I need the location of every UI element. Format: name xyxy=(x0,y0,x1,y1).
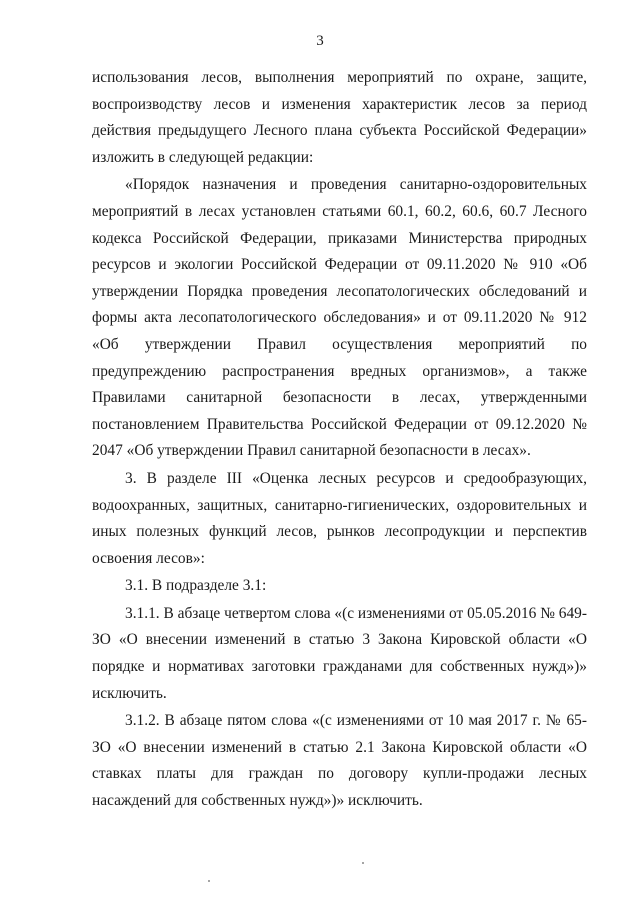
scan-speck xyxy=(208,880,210,882)
paragraph-item-3-1-2: 3.1.2. В абзаце пятом слова «(с изменениями от 10 мая 2017 г. № 65-ЗО «О внесении изменений в статью 2.1 Закона Кировской области «О ставках платы для граждан по договору купли-продажи лесных насаждений для собственных нужд»)» исключить. xyxy=(92,712,587,810)
document-body xyxy=(92,65,587,815)
page-number: 3 xyxy=(316,33,324,49)
paragraph-sanitary-order: «Порядок назначения и проведения санитарно-оздоровительных мероприятий в лесах установлен статьями 60.1, 60.2, 60.6, 60.7 Лесного кодекса Российской Федерации, приказами Министерства природных ресурсов и экологии Российской Федерации от 09.11.2020 № 910 «Об утверждении Порядка проведения лесопатологических обследований и формы акта лесопатологического обследования» и от 09.11.2020 № 912 «Об утверждении Правил осуществления мероприятий по предупреждению распространения вредных организмов», а также Правилами санитарной безопасности в лесах, утвержденными постановлением Правительства Российской Федерации от 09.12.2020 № 2047 «Об утверждении Правил санитарной безопасности в лесах». xyxy=(92,176,587,460)
paragraph-item-3-1-1: 3.1.1. В абзаце четвертом слова «(с изменениями от 05.05.2016 № 649-ЗО «О внесении изменений в статью 3 Закона Кировской области «О порядке и нормативах заготовки гражданами для собственных нужд»)» исключить. xyxy=(92,604,587,702)
paragraph-section-3: 3. В разделе III «Оценка лесных ресурсов и средообразующих, водоохранных, защитных, санитарно-гигиенических, оздоровительных и иных полезных функций лесов, рынков лесопродукции и перспектив освоения лесов»: xyxy=(92,469,587,567)
scan-speck xyxy=(362,862,364,864)
paragraph-subsection-3-1: 3.1. В подразделе 3.1: xyxy=(125,577,267,595)
paragraph-continuation: использования лесов, выполнения мероприятий по охране, защите, воспроизводству лесов и изменения характеристик лесов за период действия предыдущего Лесного плана субъекта Российской Федерации» изложить в следующей редакции: xyxy=(92,69,587,166)
